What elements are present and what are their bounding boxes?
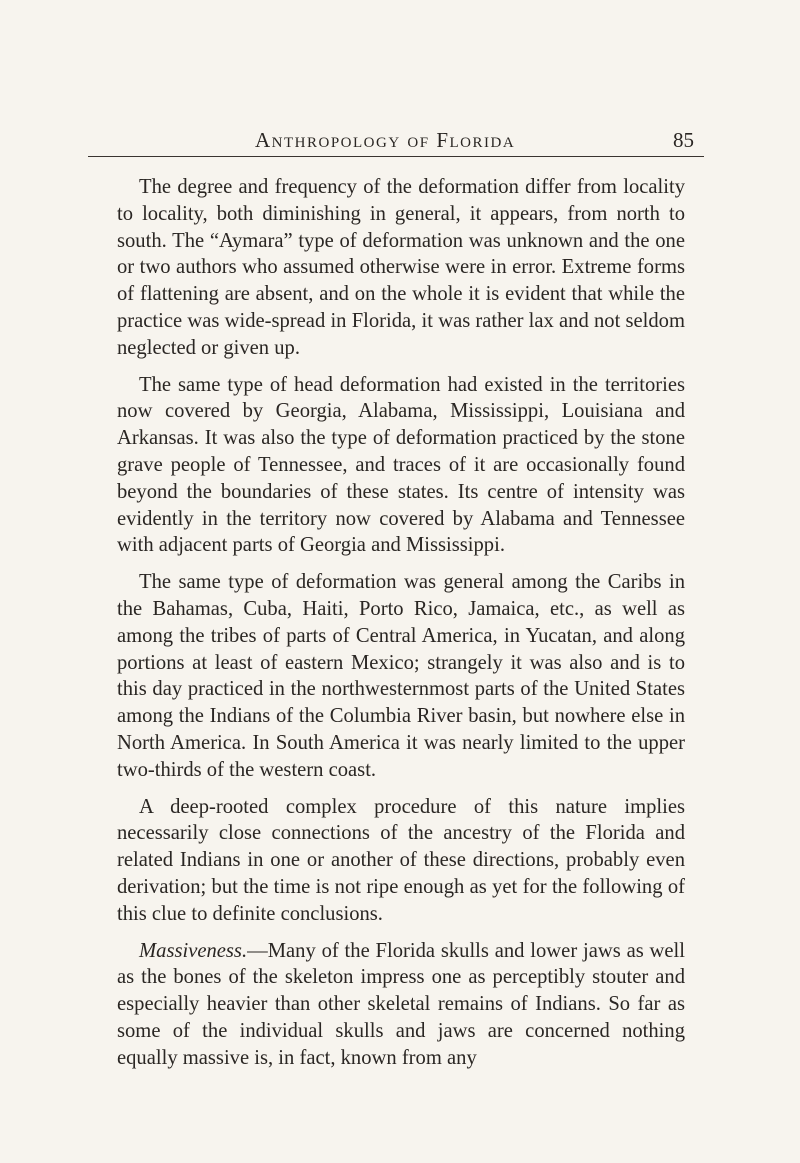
header-rule bbox=[88, 156, 704, 157]
paragraph-massiveness bbox=[117, 938, 685, 1072]
paragraph-deformation-territories: The same type of head deformation had existed in the territories now covered by Georgia, Alabama, Mississippi, Louisiana and Arkansas. It was also the type of deformation practiced by the stone grave people of Tennessee, and traces of it are occasionally found beyond the boundaries of these states. Its centre of intensity was evidently in the territory now covered by Alabama and Tennessee with adjacent parts of Georgia and Mississippi. bbox=[117, 373, 685, 557]
running-title: Anthropology of Florida bbox=[255, 128, 516, 152]
massiveness-text: —Many of the Florida skulls and lower jaws as well as the bones of the skeleton impress one as perceptibly stouter and especially heavier than other skeletal remains of Indians. So far as some of the individual skulls and jaws are concerned nothing equally massive is, in fact, known from any bbox=[117, 939, 685, 1069]
paragraph-deformation-caribs: The same type of deformation was general among the Caribs in the Bahamas, Cuba, Haiti, Porto Rico, Jamaica, etc., as well as among the tribes of parts of Central America, in Yucatan, and along portions at least of eastern Mexico; strangely it was also and is to this day practiced in the northwesternmost parts of the United States among the Indians of the Columbia River basin, but nowhere else in North America. In South America it was nearly limited to the upper two-thirds of the western coast. bbox=[117, 571, 685, 781]
section-title-massiveness: Massiveness. bbox=[139, 939, 248, 962]
paragraph-deformation-degree: The degree and frequency of the deformation differ from locality to locality, both diminishing in general, it appears, from north to south. The “Aymara” type of deformation was unknown and the one or two authors who assumed otherwise were in error. Extreme forms of flattening are absent, and on the whole it is evident that while the practice was wide-spread in Florida, it was rather lax and not seldom neglected or given up. bbox=[117, 176, 685, 359]
page-body bbox=[117, 174, 685, 1072]
running-header bbox=[88, 128, 704, 158]
paragraph-deformation-conclusions: A deep-rooted complex procedure of this nature implies necessarily close connections of the ancestry of the Florida and related Indians in one or another of these directions, probably even derivation; but the time is not ripe enough as yet for the following of this clue to definite conclusions. bbox=[117, 795, 685, 925]
page-number: 85 bbox=[673, 128, 694, 152]
